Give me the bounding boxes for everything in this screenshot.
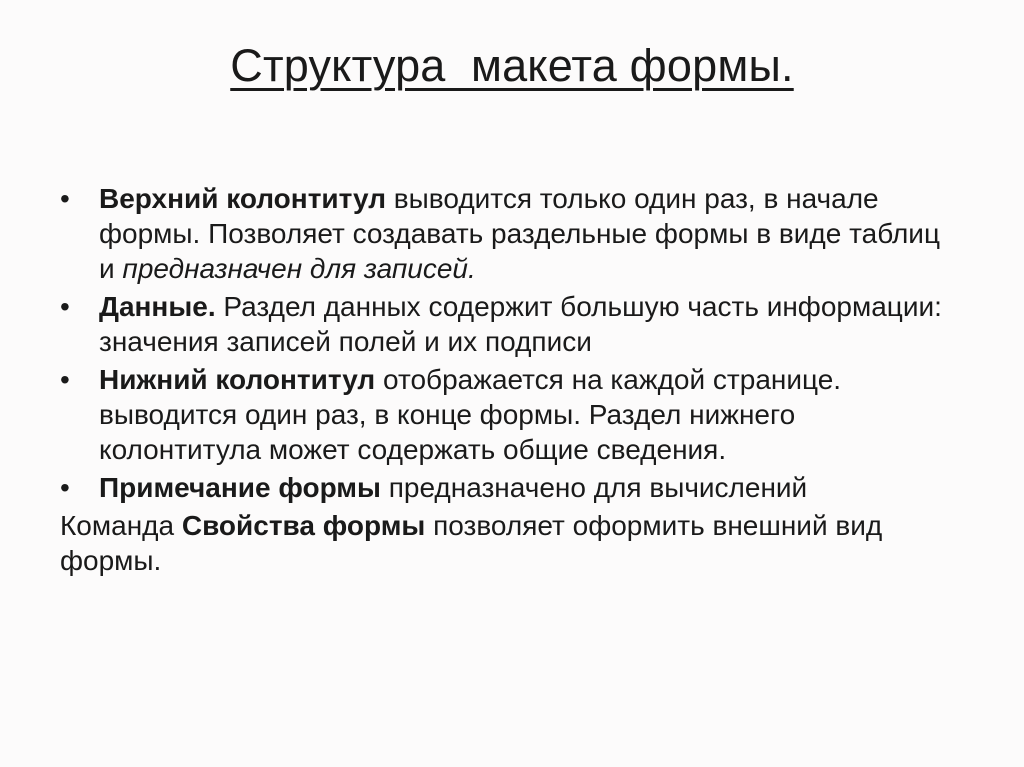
bullet-data-bold: Данные. bbox=[99, 291, 216, 322]
bullet-icon: • bbox=[60, 364, 70, 395]
bullet-footer-text: отображается на каждой странице. выводится один раз, в конце формы. Раздел нижнего колонтитула может содержать общие сведения. bbox=[99, 364, 842, 465]
bullet-header-italic: предназначен для записей. bbox=[122, 253, 476, 284]
bullet-header-text: выводится только один раз, в начале формы. Позволяет создавать раздельные формы в виде таблиц и bbox=[99, 183, 940, 284]
bullet-list bbox=[60, 181, 960, 505]
paragraph-suffix: позволяет оформить внешний вид формы. bbox=[60, 510, 883, 576]
bullet-icon: • bbox=[60, 472, 70, 503]
bullet-data-text: Раздел данных содержит большую часть информации: значения записей полей и их подписи bbox=[99, 291, 942, 357]
bullet-note-bold: Примечание формы bbox=[99, 472, 381, 503]
slide-title: Структура макета формы. bbox=[230, 40, 794, 91]
slide-body bbox=[60, 181, 960, 578]
title-container bbox=[0, 36, 1024, 96]
bullet-header-bold: Верхний колонтитул bbox=[99, 183, 387, 214]
bullet-footer-bold: Нижний колонтитул bbox=[99, 364, 376, 395]
paragraph-bold: Свойства формы bbox=[181, 510, 426, 541]
paragraph-prefix: Команда bbox=[60, 510, 182, 541]
bullet-item-footer bbox=[60, 362, 960, 467]
bullet-note-text: предназначено для вычислений bbox=[380, 472, 808, 503]
bullet-item-note bbox=[60, 470, 960, 505]
bullet-icon: • bbox=[60, 291, 70, 322]
bullet-icon: • bbox=[60, 183, 70, 214]
form-properties-paragraph bbox=[60, 508, 960, 578]
bullet-item-data bbox=[60, 289, 960, 359]
bullet-item-header bbox=[60, 181, 960, 286]
